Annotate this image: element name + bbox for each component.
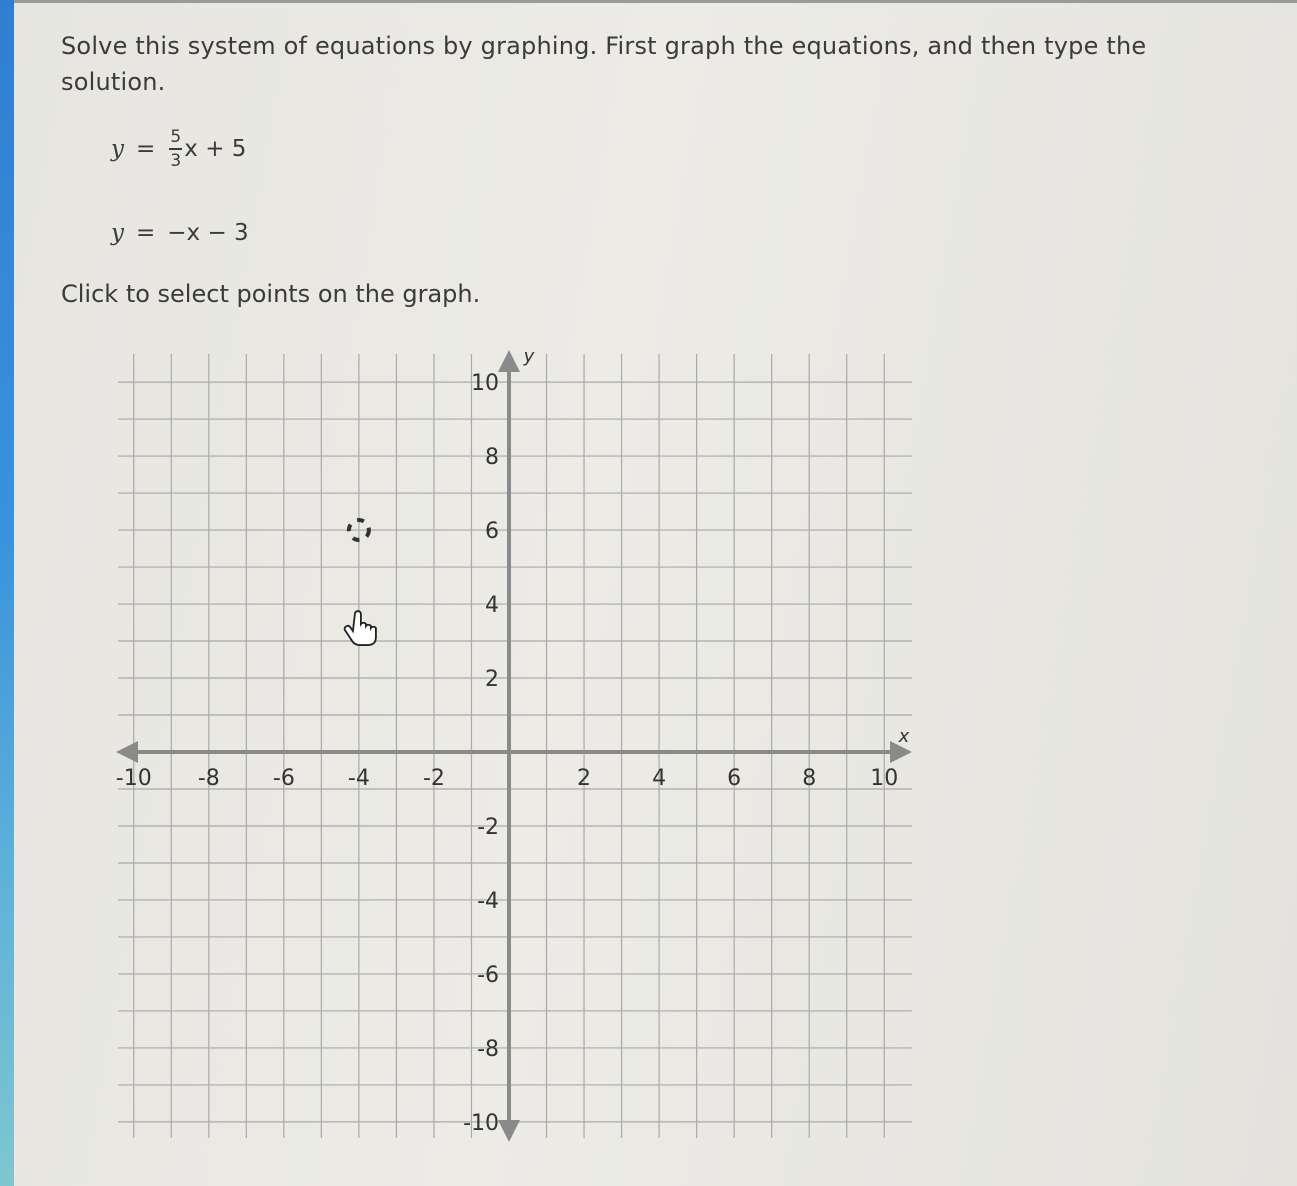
eq2-equals: = [136, 220, 156, 246]
x-tick-label: -8 [197, 766, 220, 791]
y-tick-label: 6 [485, 519, 499, 545]
y-axis-up-arrow [498, 350, 520, 372]
eq2-rhs: −x − 3 [167, 220, 249, 246]
x-tick-label: 4 [652, 766, 667, 791]
y-axis-label: y [523, 346, 535, 367]
eq2-lhs: y [111, 220, 124, 246]
y-tick-label: 2 [485, 667, 499, 693]
x-tick-label: -10 [115, 766, 152, 791]
x-axis-label: x [898, 726, 910, 747]
eq1-numerator: 5 [170, 127, 182, 147]
x-tick-label: -4 [347, 766, 370, 791]
y-tick-label: -10 [463, 1110, 499, 1136]
y-tick-label: 10 [471, 371, 499, 397]
eq1-rest: x + 5 [184, 135, 247, 162]
y-tick-label: -2 [477, 814, 499, 840]
hand-cursor-icon [345, 611, 376, 645]
eq1-denominator: 3 [170, 150, 182, 171]
eq1-lhs: y [111, 135, 124, 162]
x-tick-label: -2 [422, 766, 445, 791]
question-prompt: Solve this system of equations by graphing. First graph the equations, and then type the solution. [61, 32, 1147, 96]
y-tick-label: -6 [477, 962, 499, 988]
y-tick-label: 4 [485, 593, 499, 619]
y-tick-label: 8 [485, 445, 499, 471]
instruction-text: Click to select points on the graph. [61, 280, 481, 308]
x-tick-label: 10 [870, 766, 899, 791]
y-tick-label: -4 [477, 888, 499, 914]
x-tick-label: 6 [727, 766, 742, 791]
eq1-equals: = [136, 135, 156, 162]
y-tick-label: -8 [477, 1036, 499, 1062]
x-axis-left-arrow [116, 741, 138, 763]
y-axis-down-arrow [498, 1120, 520, 1142]
x-tick-label: 8 [802, 766, 817, 791]
x-tick-label: 2 [577, 766, 592, 791]
x-tick-label: -6 [272, 766, 295, 791]
